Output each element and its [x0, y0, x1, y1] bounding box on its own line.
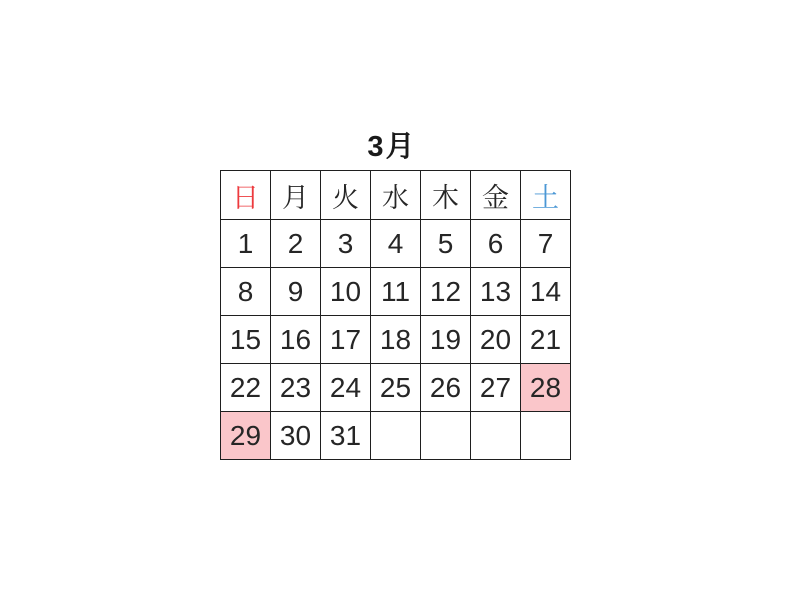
calendar-week-row — [221, 316, 571, 364]
weekday-header-monday: 月 — [271, 171, 321, 220]
calendar-day-cell: 18 — [371, 316, 421, 364]
calendar-day-cell: 3 — [321, 220, 371, 268]
calendar-day-cell: 19 — [421, 316, 471, 364]
calendar-table — [220, 170, 571, 460]
calendar-day-cell: 14 — [521, 268, 571, 316]
calendar-day-cell: 17 — [321, 316, 371, 364]
calendar-day-cell: 16 — [271, 316, 321, 364]
calendar-day-cell: 13 — [471, 268, 521, 316]
calendar-day-cell: 2 — [271, 220, 321, 268]
calendar-day-cell: 25 — [371, 364, 421, 412]
calendar-day-cell: 4 — [371, 220, 421, 268]
calendar-day-cell: 31 — [321, 412, 371, 460]
weekday-header-row — [221, 171, 571, 220]
calendar-week-row — [221, 268, 571, 316]
calendar-week-row — [221, 412, 571, 460]
calendar-day-cell: 21 — [521, 316, 571, 364]
calendar-week-row — [221, 220, 571, 268]
calendar-day-cell: 15 — [221, 316, 271, 364]
calendar-body — [221, 220, 571, 460]
calendar-day-cell: 22 — [221, 364, 271, 412]
calendar-day-cell: 6 — [471, 220, 521, 268]
calendar-day-cell: 28 — [521, 364, 571, 412]
calendar-day-cell: 26 — [421, 364, 471, 412]
calendar-day-cell: 10 — [321, 268, 371, 316]
calendar — [220, 127, 564, 460]
calendar-day-cell: 7 — [521, 220, 571, 268]
calendar-day-cell: 20 — [471, 316, 521, 364]
weekday-header-thursday: 木 — [421, 171, 471, 220]
calendar-day-cell: 5 — [421, 220, 471, 268]
calendar-week-row — [221, 364, 571, 412]
calendar-day-cell: 12 — [421, 268, 471, 316]
calendar-day-cell: 29 — [221, 412, 271, 460]
calendar-empty-cell — [521, 412, 571, 460]
calendar-day-cell: 1 — [221, 220, 271, 268]
weekday-header-tuesday: 火 — [321, 171, 371, 220]
weekday-header-friday: 金 — [471, 171, 521, 220]
calendar-day-cell: 27 — [471, 364, 521, 412]
calendar-day-cell: 30 — [271, 412, 321, 460]
calendar-month-title: 3月 — [367, 131, 417, 163]
weekday-header-sunday: 日 — [221, 171, 271, 220]
calendar-day-cell: 9 — [271, 268, 321, 316]
weekday-header-wednesday: 水 — [371, 171, 421, 220]
weekday-header-saturday: 土 — [521, 171, 571, 220]
calendar-day-cell: 23 — [271, 364, 321, 412]
calendar-empty-cell — [421, 412, 471, 460]
calendar-empty-cell — [471, 412, 521, 460]
calendar-day-cell: 11 — [371, 268, 421, 316]
calendar-day-cell: 24 — [321, 364, 371, 412]
calendar-empty-cell — [371, 412, 421, 460]
calendar-day-cell: 8 — [221, 268, 271, 316]
